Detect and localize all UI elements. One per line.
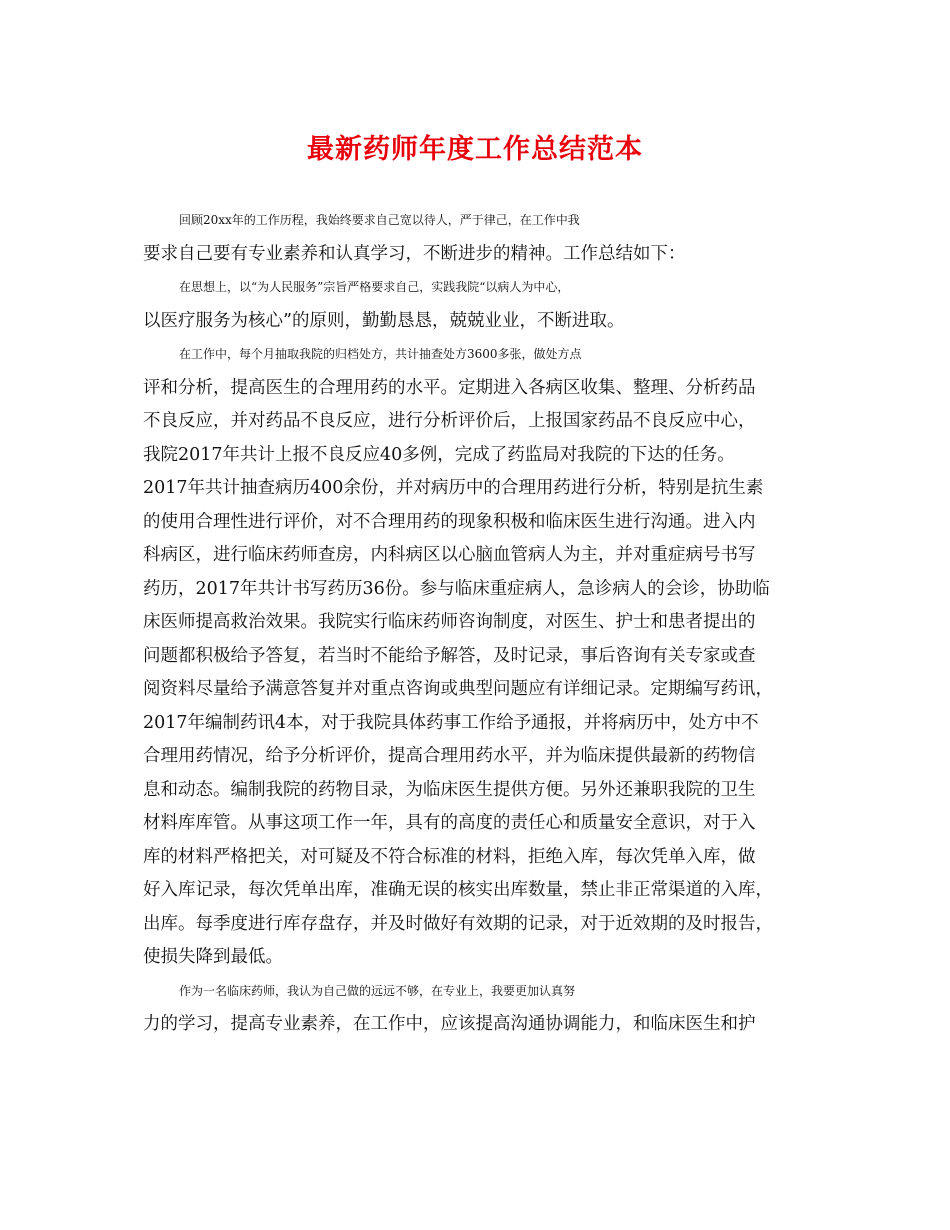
- body-line: 在思想上，以“为人民服务”宗旨严格要求自己，实践我院“以病人为中心，: [179, 280, 570, 294]
- body-line: 出库。每季度进行库存盘存，并及时做好有效期的记录，对于近效期的及时报告，: [143, 913, 773, 934]
- body-line: 2017年编制药讯4本，对于我院具体药事工作给予通报，并将病历中，处方中不: [143, 712, 759, 733]
- body-line: 的使用合理性进行评价，对不合理用药的现象积极和临床医生进行沟通。进入内: [143, 511, 756, 532]
- body-line: 要求自己要有专业素养和认真学习，不断进步的精神。工作总结如下：: [143, 243, 686, 264]
- body-line: 在工作中，每个月抽取我院的归档处方，共计抽查处方3600多张，做处方点: [179, 347, 582, 361]
- body-line: 材料库库管。从事这项工作一年，具有的高度的责任心和质量安全意识，对于入: [143, 813, 756, 833]
- body-line: 阅资料尽量给予满意答复并对重点咨询或典型问题应有详细记录。定期编写药讯，: [143, 679, 773, 699]
- body-line: 科病区，进行临床药师查房，内科病区以心脑血管病人为主，并对重症病号书写: [143, 545, 756, 565]
- document-title: 最新药师年度工作总结范本: [307, 134, 643, 165]
- body-line: 息和动态。编制我院的药物目录，为临床医生提供方便。另外还兼职我院的卫生: [143, 779, 756, 800]
- body-line: 使损失降到最低。: [143, 947, 283, 967]
- body-line: 作为一名临床药师，我认为自己做的远远不够，在专业上，我要更加认真努: [179, 983, 576, 998]
- body-line: 评和分析，提高医生的合理用药的水平。定期进入各病区收集、整理、分析药品: [143, 377, 756, 398]
- body-line: 合理用药情况，给予分析评价，提高合理用药水平，并为临床提供最新的药物信: [143, 746, 756, 766]
- body-line: 回顾20xx年的工作历程，我始终要求自己宽以待人，严于律己，在工作中我: [179, 213, 580, 227]
- body-line: 我院2017年共计上报不良反应40多例，完成了药监局对我院的下达的任务。: [143, 444, 735, 465]
- body-line: 力的学习，提高专业素养，在工作中，应该提高沟通协调能力，和临床医生和护: [143, 1014, 756, 1034]
- body-line: 药历，2017年共计书写药历36份。参与临床重症病人，急诊病人的会诊，协助临: [143, 578, 770, 599]
- body-line: 问题都积极给予答复，若当时不能给予解答，及时记录，事后咨询有关专家或查: [143, 645, 756, 666]
- body-line: 不良反应，并对药品不良反应，进行分析评价后，上报国家药品不良反应中心，: [143, 411, 756, 431]
- body-line: 库的材料严格把关，对可疑及不符合标准的材料，拒绝入库，每次凭单入库，做: [143, 846, 756, 867]
- body-line: 2017年共计抽查病历400余份，并对病历中的合理用药进行分析，特别是抗生素: [143, 478, 764, 498]
- body-line: 以医疗服务为核心”的原则，勤勤恳恳，兢兢业业，不断进取。: [143, 310, 625, 331]
- body-line: 床医师提高救治效果。我院实行临床药师咨询制度，对医生、护士和患者提出的: [143, 612, 756, 632]
- body-line: 好入库记录，每次凭单出库，准确无误的核实出库数量，禁止非正常渠道的入库，: [143, 880, 773, 900]
- document-body: [143, 204, 811, 1042]
